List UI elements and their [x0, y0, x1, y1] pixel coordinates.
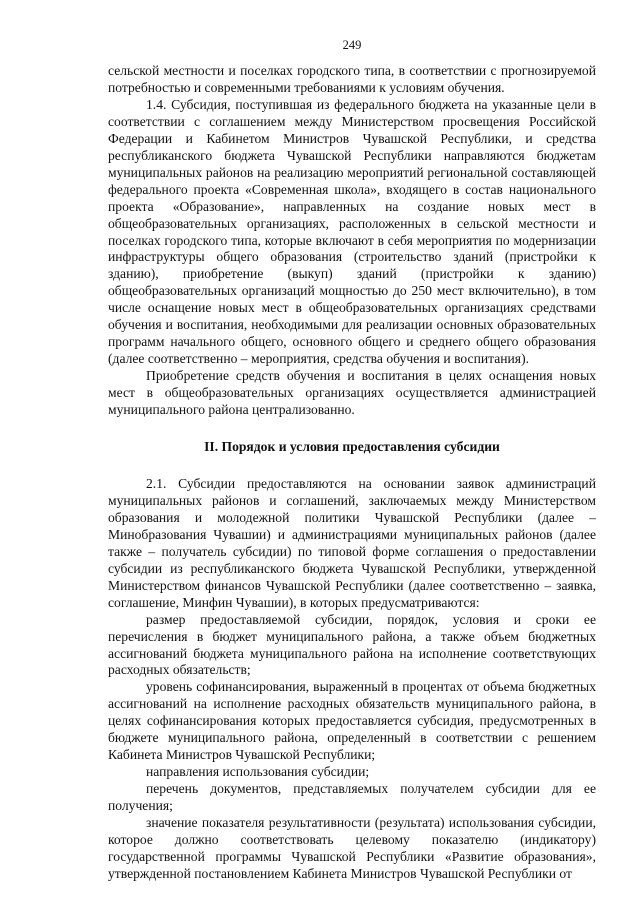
paragraph: 1.4. Субсидия, поступившая из федерального бюджета на указанные цели в соответствии с соглашением между Министерством просвещения Российской Федерации и Кабинетом Министров Чувашской Республики, и средства республиканского бюджета Чувашской Республики направляются бюджетам муниципальных районов на реализацию мероприятий региональной составляющей федерального проекта «Современная школа», входящего в состав национального проекта «Образование», направленных на создание новых мест в общеобразовательных организациях, расположенных в сельской местности и поселках городского типа, которые включают в себя мероприятия по модернизации инфраструктуры общего образования (строительство зданий (пристройки к зданию), приобретение (выкуп) зданий (пристройки к зданию) общеобразовательных организаций мощностью до 250 мест включительно), в том числе оснащение новых мест в общеобразовательных организациях средствами обучения и воспитания, необходимыми для реализации основных образовательных программ начального общего, основного общего и среднего общего образования (далее соответственно – мероприятия, средства обучения и воспитания).	[108, 96, 596, 367]
document-page	[108, 38, 596, 883]
paragraph: 2.1. Субсидии предоставляются на основании заявок администраций муниципальных районов и соглашений, заключаемых между Министерством образования и молодежной политики Чувашской Республики (далее – Минобразования Чувашии) и администрациями муниципальных районов (далее также – получатель субсидии) по типовой форме соглашения о предоставлении субсидии из республиканского бюджета Чувашской Республики, утвержденной Министерством финансов Чувашской Республики (далее соответственно – заявка, соглашение, Минфин Чувашии), в которых предусматриваются:	[108, 475, 596, 610]
section-body-top	[108, 63, 596, 419]
paragraph: направления использования субсидии;	[146, 764, 370, 780]
paragraph: Приобретение средств обучения и воспитания в целях оснащения новых мест в общеобразовательных организациях осуществляется администрацией муниципального района централизованно.	[108, 368, 596, 418]
section-heading: II. Порядок и условия предоставления субсидии	[204, 439, 500, 455]
paragraph: сельской местности и поселках городского типа, в соответствии с прогнозируемой потребностью и современными требованиями к условиям обучения.	[108, 63, 596, 95]
paragraph: перечень документов, представляемых получателем субсидии для ее получения;	[108, 781, 596, 814]
paragraph: значение показателя результативности (результата) использования субсидии, которое должно соответствовать целевому показателю (индикатору) государственной программы Чувашской Республики «Развитие образования», утвержденной постановлением Кабинета Министров Чувашской Республики от	[108, 815, 596, 881]
section-body-bottom	[108, 476, 596, 883]
page-number: 249	[342, 38, 362, 52]
paragraph: уровень софинансирования, выраженный в процентах от объема бюджетных ассигнований на исполнение расходных обязательств муниципального района, в целях софинансирования которых предоставляется субсидия, предусмотренных в бюджете муниципального района, определенный в соответствии с решением Кабинета Министров Чувашской Республики;	[108, 679, 596, 763]
paragraph: размер предоставляемой субсидии, порядок, условия и сроки ее перечисления в бюджет муниципального района, а также объем бюджетных ассигнований бюджета муниципального района на исполнение соответствующих расходных обязательств;	[108, 611, 596, 678]
